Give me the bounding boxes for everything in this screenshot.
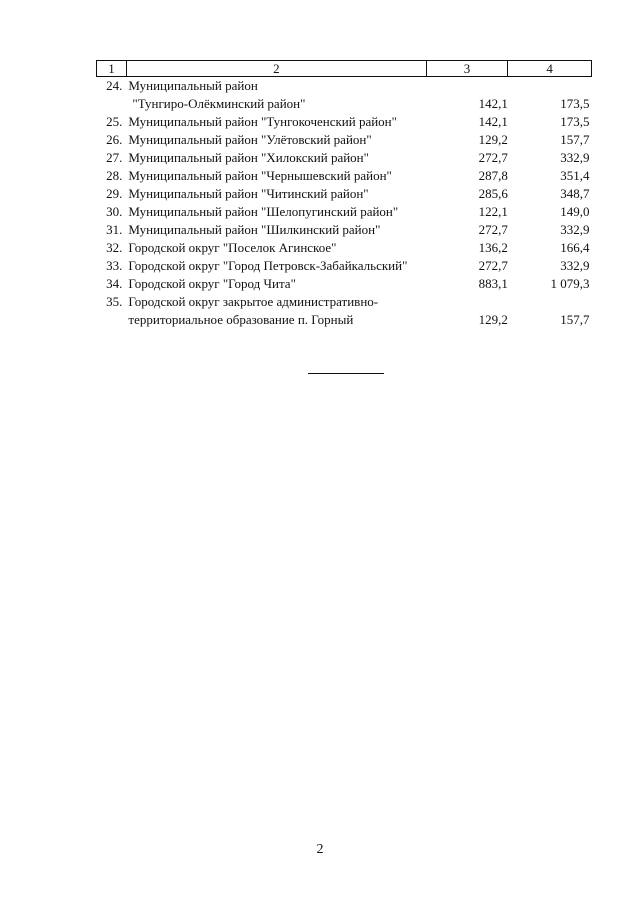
data-table [96, 60, 592, 329]
row-value-col-4: 332,9 [560, 258, 590, 273]
row-value-col-3: 285,6 [478, 186, 508, 201]
table-row [97, 185, 592, 203]
row-name [126, 167, 426, 185]
row-number: 33. [106, 258, 123, 273]
row-value-col-3: 136,2 [478, 240, 508, 255]
row-name [126, 113, 426, 131]
row-number: 27. [106, 150, 123, 165]
row-name [126, 275, 426, 293]
row-value-col-4: 332,9 [560, 150, 590, 165]
row-value-col-3: 142,1 [478, 114, 508, 129]
row-value-col-3: 287,8 [478, 168, 508, 183]
row-name [126, 185, 426, 203]
header-col-4: 4 [508, 61, 592, 77]
row-value-col-4: 1 079,3 [550, 276, 590, 291]
table-row [97, 113, 592, 131]
table-row [97, 131, 592, 149]
row-value-col-4: 157,7 [560, 132, 590, 147]
row-value-col-4: 173,5 [560, 96, 590, 111]
end-separator-line [308, 373, 384, 374]
header-col-3: 3 [426, 61, 508, 77]
row-name [126, 77, 426, 114]
row-name-line: Городской округ "Город Чита" [128, 276, 296, 291]
row-name-line: Муниципальный район "Шилкинский район" [128, 222, 381, 237]
row-value-col-4: 149,0 [560, 204, 590, 219]
row-name [126, 203, 426, 221]
row-number: 28. [106, 168, 123, 183]
table-row [97, 149, 592, 167]
row-number: 26. [106, 132, 123, 147]
row-value-col-4: 173,5 [560, 114, 590, 129]
row-name-line: Городской округ закрытое административно- [128, 294, 379, 309]
row-name [126, 221, 426, 239]
row-number: 30. [106, 204, 123, 219]
header-col-1: 1 [97, 61, 127, 77]
row-value-col-4: 351,4 [560, 168, 590, 183]
page-number: 2 [316, 842, 324, 857]
row-value-col-4: 166,4 [560, 240, 590, 255]
table-row [97, 203, 592, 221]
row-name-line: Городской округ "Поселок Агинское" [128, 240, 337, 255]
row-number: 35. [106, 294, 123, 309]
table-row [97, 221, 592, 239]
row-name-line: Муниципальный район "Улётовский район" [128, 132, 372, 147]
table-body [97, 77, 592, 330]
row-value-col-4: 332,9 [560, 222, 590, 237]
table-row [97, 293, 592, 329]
row-name-line: территориальное образование п. Горный [128, 312, 354, 327]
row-number: 34. [106, 276, 123, 291]
header-row [97, 61, 592, 77]
header-col-2: 2 [126, 61, 426, 77]
row-number: 29. [106, 186, 123, 201]
row-name [126, 149, 426, 167]
row-value-col-3: 129,2 [478, 132, 508, 147]
row-number: 25. [106, 114, 123, 129]
row-value-col-3: 883,1 [478, 276, 508, 291]
row-name-line: Городской округ "Город Петровск-Забайкальский" [128, 258, 408, 273]
row-name [126, 239, 426, 257]
row-value-col-3: 272,7 [478, 150, 508, 165]
row-name-line: Муниципальный район [128, 78, 258, 93]
row-value-col-3: 142,1 [478, 96, 508, 111]
row-name [126, 257, 426, 275]
row-value-col-3: 129,2 [478, 312, 508, 327]
row-name-line: Муниципальный район "Тунгокоченский район" [128, 114, 397, 129]
row-name-line: "Тунгиро-Олёкминский район" [132, 96, 306, 111]
row-value-col-3: 122,1 [478, 204, 508, 219]
row-name [126, 293, 426, 329]
table-header [97, 61, 592, 77]
table-row [97, 77, 592, 114]
row-name-line: Муниципальный район "Чернышевский район" [128, 168, 392, 183]
row-number: 31. [106, 222, 123, 237]
row-value-col-3: 272,7 [478, 258, 508, 273]
table-row [97, 167, 592, 185]
row-value-col-4: 157,7 [560, 312, 590, 327]
row-value-col-3: 272,7 [478, 222, 508, 237]
row-name [126, 131, 426, 149]
table-row [97, 257, 592, 275]
row-name-line: Муниципальный район "Читинский район" [128, 186, 369, 201]
row-value-col-4: 348,7 [560, 186, 590, 201]
row-number: 32. [106, 240, 123, 255]
table-row [97, 239, 592, 257]
row-name-line: Муниципальный район "Хилокский район" [128, 150, 369, 165]
table-row [97, 275, 592, 293]
row-name-line: Муниципальный район "Шелопугинский район" [128, 204, 399, 219]
row-number: 24. [106, 78, 123, 93]
